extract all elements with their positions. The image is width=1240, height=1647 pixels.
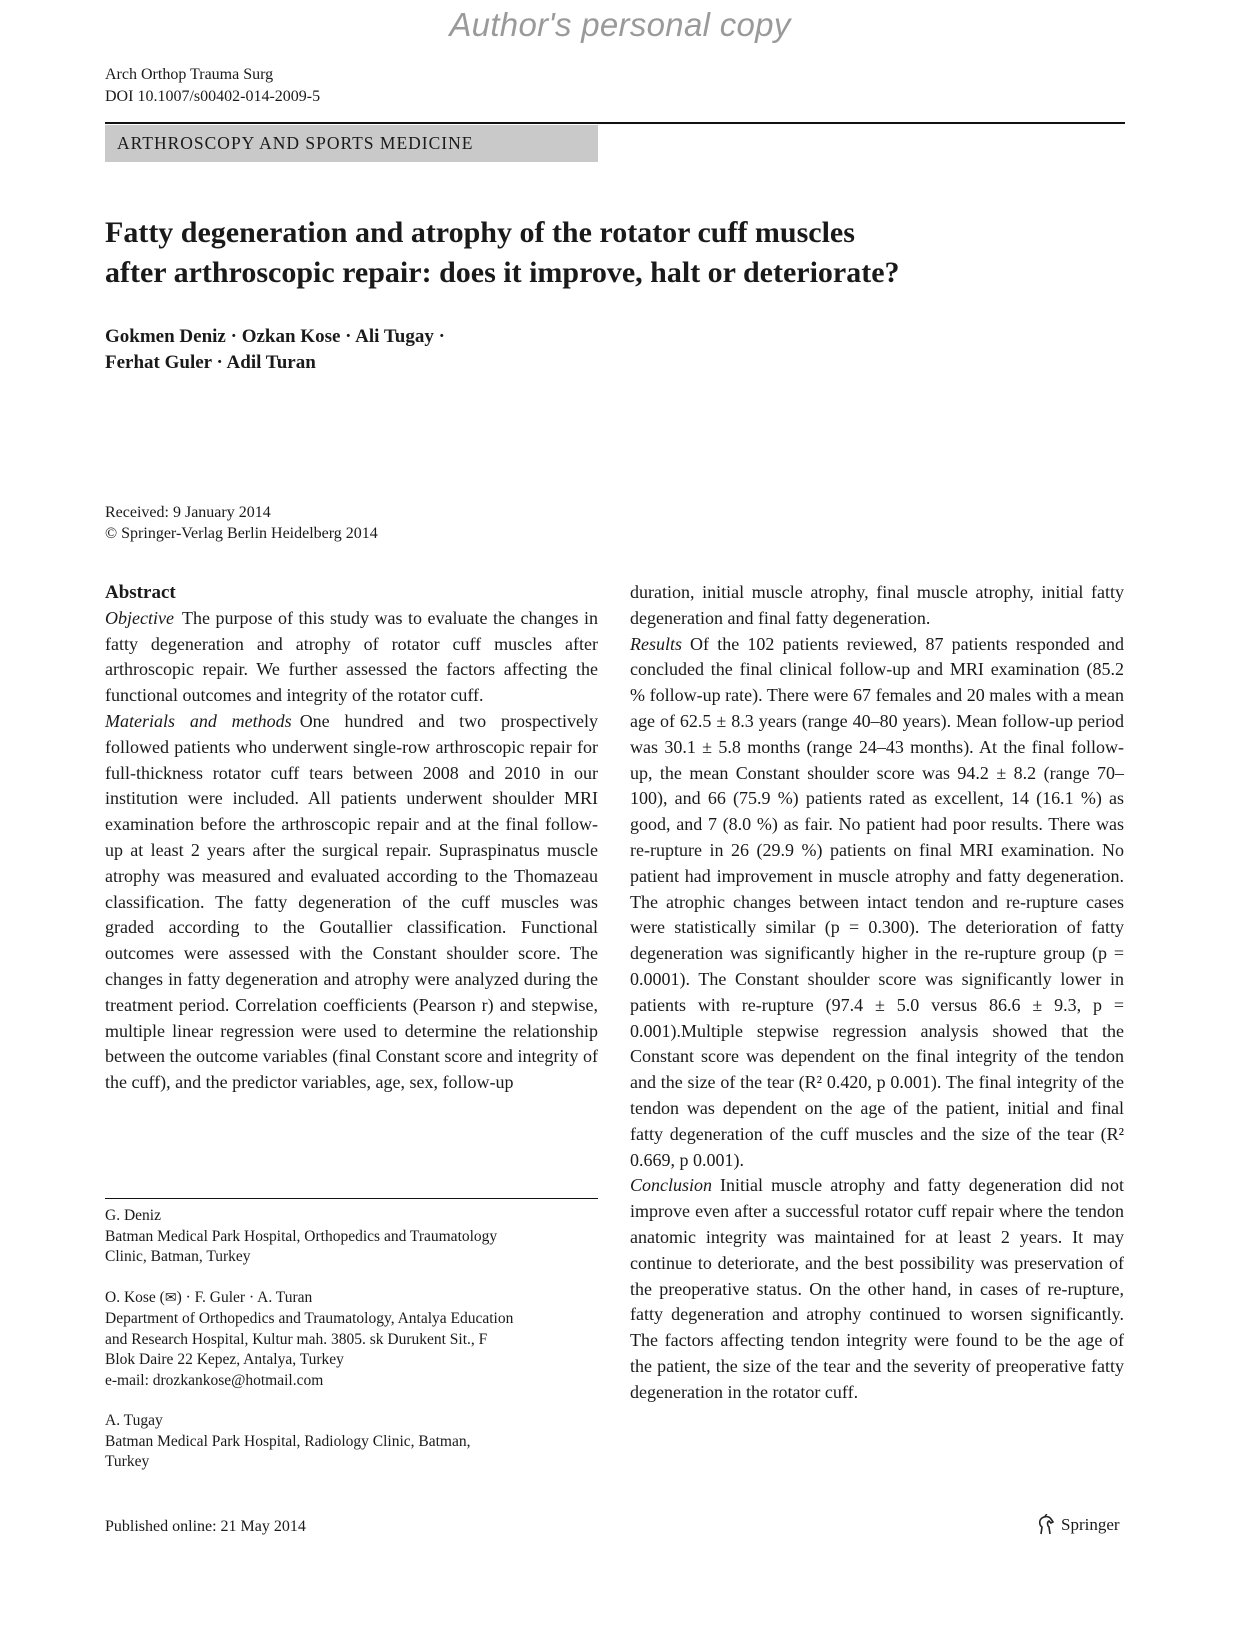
article-title	[105, 213, 1125, 293]
publisher-logo	[1036, 1514, 1120, 1536]
watermark: Author's personal copy	[449, 6, 791, 43]
abstract-column-left	[105, 580, 598, 1096]
corresponding-email[interactable]: e-mail: drozkankose@hotmail.com	[105, 1371, 324, 1389]
abstract-column-right	[630, 580, 1124, 1406]
author-name-part: O. Kose (	[105, 1288, 165, 1306]
copyright-line: © Springer-Verlag Berlin Heidelberg 2014	[105, 525, 378, 542]
header-rule	[105, 122, 1125, 124]
conclusion-text: Initial muscle atrophy and fatty degeneration did not improve even after a successful rotator cuff repair where the tendon anatomic integrity was maintained for at least 2 years. It may continue to deteriorate, and the best possibility was preservation of the preoperative status. On the other hand, in cases of re-rupture, fatty degeneration and atrophy continued to worsen significantly. The factors affecting tendon integrity were found to be the age of the patient, the size of the tear and the severity of preoperative fatty degeneration in the rotator cuff.	[630, 1175, 1124, 1402]
affiliation-line: Blok Daire 22 Kepez, Antalya, Turkey	[105, 1351, 344, 1368]
journal-name: Arch Orthop Trauma Surg	[105, 66, 274, 83]
objective-paragraph	[105, 606, 598, 709]
authors-line-2: Ferhat Guler · Adil Turan	[105, 352, 316, 373]
affiliation-name: G. Deniz	[105, 1207, 161, 1224]
author-name-part: ) · F. Guler · A. Turan	[176, 1288, 313, 1306]
received-info	[105, 502, 378, 544]
author-list	[105, 324, 705, 376]
received-date: Received: 9 January 2014	[105, 504, 271, 521]
affiliation-line: and Research Hospital, Kultur mah. 3805. sk Durukent Sit., F	[105, 1330, 488, 1348]
methods-text: One hundred and two prospectively followed patients who underwent single-row arthroscopic repair for full-thickness rotator cuff tears between 2008 and 2010 in our institution were included. All patients underwent shoulder MRI examination before the arthroscopic repair and at the final follow-up at least 2 years after the surgical repair. Supraspinatus muscle atrophy was measured and evaluated according to the Thomazeau classification. The fatty degeneration of the cuff muscles was graded according to the Goutallier classification. Functional outcomes were assessed with the Constant shoulder score. The changes in fatty degeneration and atrophy were analyzed during the treatment period. Correlation coefficients (Pearson r) and stepwise, multiple linear regression were used to determine the relationship between the outcome variables (final Constant score and integrity of the cuff), and the predictor variables, age, sex, follow-up	[105, 710, 598, 1093]
envelope-icon: ✉	[164, 1290, 177, 1306]
affiliation-line: Turkey	[105, 1453, 150, 1470]
published-date: Published online: 21 May 2014	[105, 1518, 306, 1535]
methods-label: Materials and methods	[105, 710, 292, 731]
affiliation-deniz	[105, 1206, 598, 1268]
affiliation-tugay	[105, 1411, 598, 1473]
affiliation-name	[105, 1288, 598, 1310]
journal-doi[interactable]: DOI 10.1007/s00402-014-2009-5	[105, 88, 321, 105]
conclusion-paragraph	[630, 1173, 1124, 1405]
abstract-heading: Abstract	[105, 582, 176, 603]
methods-paragraph	[105, 709, 598, 1096]
affiliation-kose	[105, 1288, 598, 1392]
affiliation-line: Department of Orthopedics and Traumatology, Antalya Education	[105, 1310, 514, 1327]
publisher-name: Springer	[1061, 1515, 1120, 1534]
objective-label: Objective	[105, 607, 174, 628]
affiliation-line: Batman Medical Park Hospital, Radiology Clinic, Batman,	[105, 1432, 471, 1450]
affiliation-line: Batman Medical Park Hospital, Orthopedics and Traumatology	[105, 1227, 498, 1245]
methods-continued: duration, initial muscle atrophy, final muscle atrophy, initial fatty degeneration and final fatty degeneration.	[630, 582, 1124, 628]
results-text: Of the 102 patients reviewed, 87 patients responded and concluded the final clinical follow-up and MRI examination (85.2 % follow-up rate). There were 67 females and 20 males with a mean age of 62.5 ± 8.3 years (range 40–80 years). Mean follow-up period was 30.1 ± 5.8 months (range 24–43 months). At the final follow-up, the mean Constant shoulder score was 94.2 ± 8.2 (range 70–100), and 66 (75.9 %) patients rated as excellent, 14 (16.1 %) as good, and 7 (8.0 %) as fair. No patient had poor results. There was re-rupture in 26 (29.9 %) patients on final MRI examination. No patient had improvement in muscle atrophy and fatty degeneration. The atrophic changes between intact tendon and re-rupture cases were statistically similar (p = 0.300). The deterioration of fatty degeneration was significantly higher in the re-rupture group (p = 0.0001). The Constant shoulder score was significantly lower in patients with re-rupture (97.4 ± 5.0 versus 86.6 ± 9.3, p = 0.001).Multiple stepwise regression analysis showed that the Constant score was dependent on the final integrity of the tendon and the size of the tear (R² 0.420, p 0.001). The final integrity of the tendon was dependent on the age of the patient, initial and final fatty degeneration of the cuff muscles and the size of the tear (R² 0.669, p 0.001).	[630, 633, 1124, 1170]
authors-line-1: Gokmen Deniz · Ozkan Kose · Ali Tugay ·	[105, 326, 445, 347]
title-line-2: after arthroscopic repair: does it improve, halt or deteriorate?	[105, 256, 900, 289]
author-affiliations	[105, 1206, 598, 1493]
affiliation-line: Clinic, Batman, Turkey	[105, 1248, 251, 1265]
results-paragraph	[630, 632, 1124, 1174]
objective-text: The purpose of this study was to evaluate the changes in fatty degeneration and atrophy of rotator cuff muscles after arthroscopic repair. We further assessed the factors affecting the functional outcomes and integrity of the rotator cuff.	[105, 607, 598, 706]
conclusion-label: Conclusion	[630, 1175, 713, 1196]
journal-header	[105, 64, 320, 108]
section-label: ARTHROSCOPY AND SPORTS MEDICINE	[105, 125, 598, 162]
footnote-rule	[105, 1198, 598, 1199]
results-label: Results	[630, 633, 682, 654]
title-line-1: Fatty degeneration and atrophy of the rotator cuff muscles	[105, 216, 855, 249]
springer-horse-icon	[1036, 1514, 1056, 1536]
affiliation-name: A. Tugay	[105, 1412, 163, 1429]
